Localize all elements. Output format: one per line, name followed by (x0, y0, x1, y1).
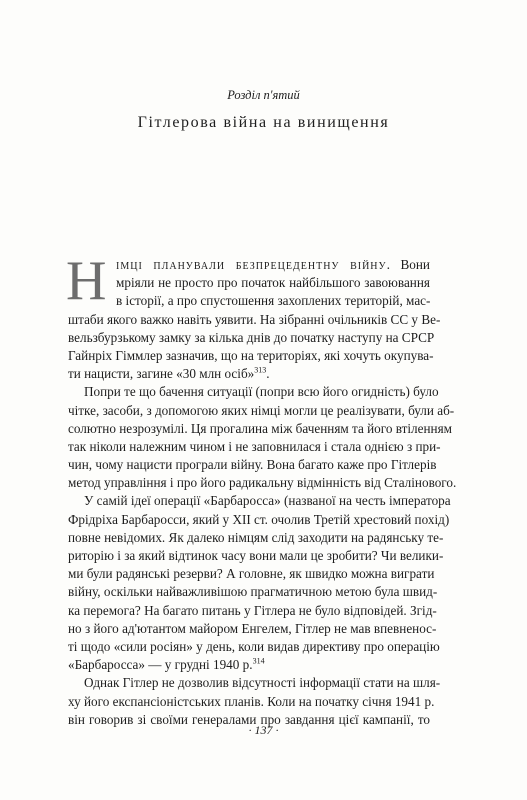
text-line: він говорив зі своїми генералами про завдання цієї кампанії, то (68, 711, 430, 727)
chapter-title: Гітлерова війна на винищення (137, 114, 390, 131)
text-line: чітке, засоби, з допомогою яких німці могли це реалізувати, були аб- (68, 402, 455, 418)
text-line: Однак Гітлер не дозволив відсутності інформації стати на шля- (84, 675, 441, 691)
text-line: риторію і за який відтинок часу вони мали це зробити? Чи велики- (68, 548, 444, 563)
text-line (68, 256, 430, 274)
paragraph-2 (68, 383, 457, 492)
text-line (68, 656, 430, 674)
footnote-ref: 314 (252, 656, 265, 666)
text-fragment: Вони (391, 257, 430, 272)
text-fragment: «Барбаросса» — у грудні 1940 р. (68, 657, 253, 673)
text-line: ті щодо «сили росіян» у день, коли видав директиву про операцію (68, 638, 440, 654)
text-line: но з його ад'ютантом майором Енгелем, Гітлер не мав впевненос- (68, 620, 437, 636)
opening-words: імці планували безпрецедентну війну. (116, 257, 391, 272)
text-line: в історії, а про спустошення захоплених територій, мас- (116, 293, 431, 309)
text-line: метод управління і про його радикальну відмінність від Сталінового. (68, 475, 457, 491)
text-line: ка перемога? На багато питань у Гітлера не було відповідей. Згід- (68, 602, 437, 618)
text-line: Фрідріха Барбаросси, який у XII ст. очолив Третій хрестовий похід) (68, 511, 450, 527)
text-line: вельзбурзькому замку за кілька днів до початку наступу на СРСР (68, 329, 435, 345)
text-line: повне невідомих. Як далеко німцям слід заходити на радянську те- (68, 529, 444, 545)
paragraph-1 (66, 250, 441, 383)
text-line: ху його експансіоністських планів. Коли на початку січня 1941 р. (68, 693, 435, 709)
drop-cap: Н (66, 250, 107, 312)
text-line: Попри те що бачення ситуації (попри всю його огидність) було (84, 384, 439, 400)
text-line: ми були радянські резерви? А головне, як швидко можна виграти (68, 566, 435, 582)
text-line: солютно незрозумілі. Ця прогалина між баченням та його втіленням (68, 420, 453, 436)
text-line: так ніколи належним чином і не заповнилася і стала однією з при- (68, 438, 441, 454)
paragraph-4 (68, 674, 441, 729)
text-line: штаби якого важко навіть уявити. На зібранні очільників СС у Ве- (68, 311, 441, 327)
page-number: · 137 · (248, 723, 279, 737)
text-line: війну, оскільки найважливішою прагматичною метою була швид- (68, 584, 438, 600)
text-line (68, 365, 430, 383)
text-line: мріяли не просто про початок найбільшого завоювання (116, 275, 430, 291)
text-line: чин, чому нацисти програли війну. Вона багато каже про Гітлерів (68, 457, 437, 473)
text-fragment: ти нацисти, загине «30 млн осіб» (68, 366, 255, 382)
body-text (66, 250, 457, 729)
chapter-label: Розділ п'ятий (227, 88, 300, 102)
text-line: Гайнріх Гіммлер зазначив, що на територіях, які хочуть окупува- (68, 347, 434, 363)
text-line: У самій ідеї операції «Барбаросса» (названої на честь імператора (84, 493, 451, 509)
paragraph-3 (68, 492, 451, 674)
text-fragment: . (266, 366, 270, 382)
footnote-ref: 313 (254, 365, 267, 375)
